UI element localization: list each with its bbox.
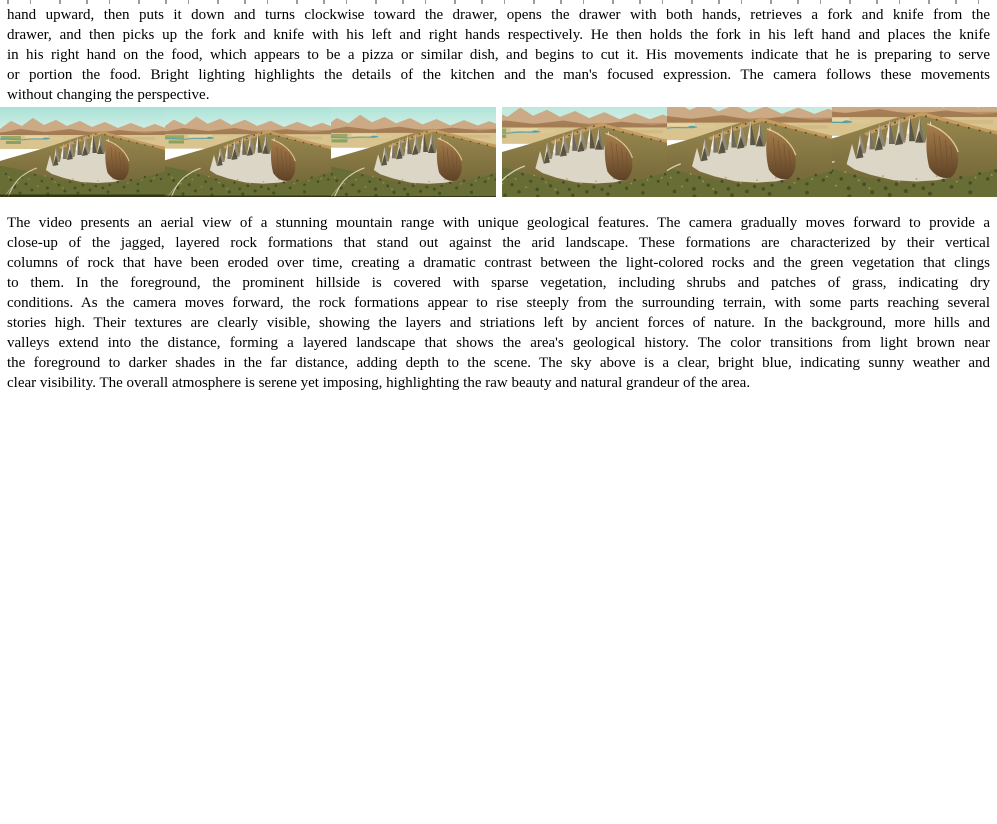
- text-line: the foreground to darker shades in the far distance, adding depth to the scene. The sky above is a clear, bright blue, indicating sunny weather and: [7, 355, 990, 371]
- video-frame-5: [667, 107, 832, 197]
- video-frame-2: [165, 107, 330, 197]
- text-line: in his right hand on the food, which appears to be a pizza or similar dish, and begins to cut it. His movements indicate that he is preparing to serve: [7, 47, 990, 63]
- paragraph-mountain-description: [0, 213, 997, 393]
- cut-off-line-remnant: [7, 0, 990, 4]
- paragraph-kitchen-description: [0, 5, 997, 105]
- video-frame-1: [0, 107, 165, 197]
- text-line: without changing the perspective.: [7, 87, 210, 103]
- video-frame-4: [502, 107, 667, 197]
- document-page: [0, 0, 997, 393]
- text-line: clear visibility. The overall atmosphere is serene yet imposing, highlighting the raw beauty and natural grandeur of the area.: [7, 375, 751, 391]
- text-line: hand upward, then puts it down and turns clockwise toward the drawer, opens the drawer with both hands, retrieves a fork and knife from the: [7, 7, 990, 23]
- text-line: conditions. As the camera moves forward, the rock formations appear to rise steeply from the surrounding terrain, with some parts reaching several: [7, 295, 990, 311]
- frame-group-2: [502, 107, 997, 197]
- frame-group-1: [0, 107, 496, 197]
- video-keyframe-strip: [0, 107, 997, 197]
- text-line: stories high. Their textures are clearly visible, showing the layers and striations left by ancient forces of nature. In the background, more hills and: [7, 315, 990, 331]
- video-frame-6: [832, 107, 997, 197]
- text-line: valleys extend into the distance, forming a layered landscape that shows the area's geological history. The color transitions from light brown near: [7, 335, 990, 351]
- text-line: or portion the food. Bright lighting highlights the details of the kitchen and the man's focused expression. The camera follows these movements: [7, 67, 990, 83]
- text-line: close-up of the jagged, layered rock formations that stand out against the arid landscape. These formations are characterized by their vertical: [7, 235, 990, 251]
- text-line: drawer, and then picks up the fork and knife with his left and right hands respectively. He then holds the fork in his left hand and places the knife: [7, 27, 990, 43]
- video-frame-3: [331, 107, 496, 197]
- text-line: to them. In the foreground, the prominent hillside is covered with sparse vegetation, including shrubs and patches of grass, indicating dry: [7, 275, 990, 291]
- text-line: The video presents an aerial view of a stunning mountain range with unique geological features. The camera gradually moves forward to provide a: [7, 215, 990, 231]
- text-line: columns of rock that have been eroded over time, creating a dramatic contrast between the light-colored rocks and the green vegetation that clings: [7, 255, 990, 271]
